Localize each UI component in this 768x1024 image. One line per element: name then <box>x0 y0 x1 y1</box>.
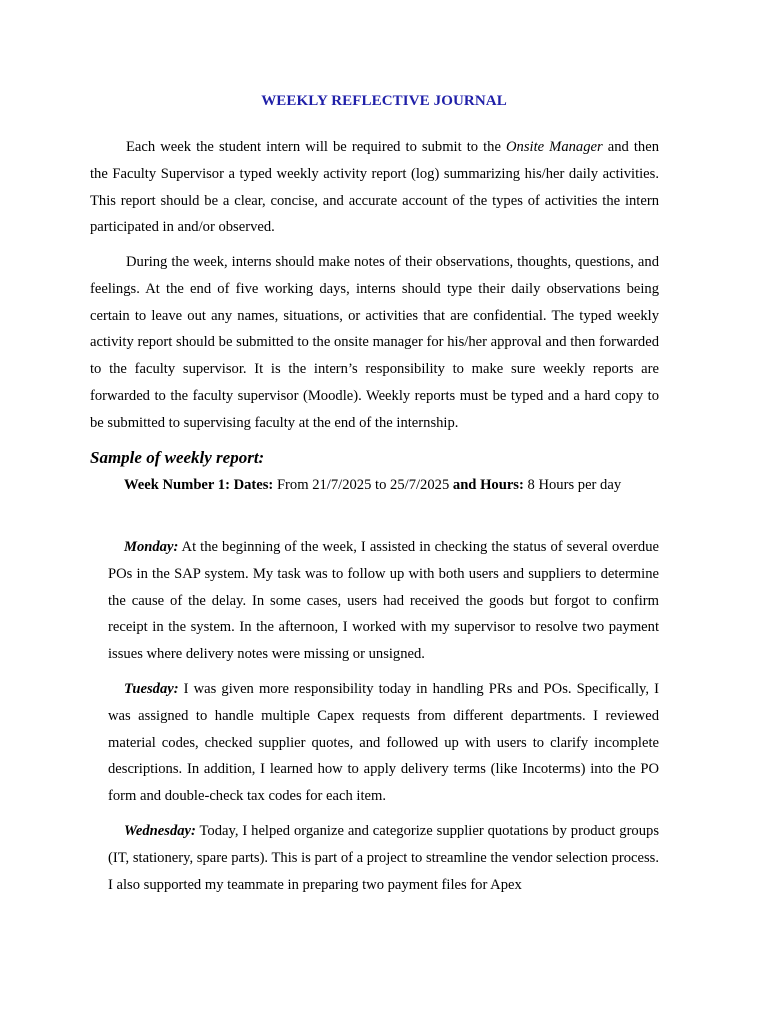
intro-paragraph-2-text: During the week, interns should make notes of their observations, thoughts, questions, and feelings. At the end of five working days, interns should type their daily observations being certain to leave out any names, situations, or activities that are confidential. The typed weekly activity report should be submitted to the onsite manager for his/her approval and then forwarded to the faculty supervisor. It is the intern’s responsibility to make sure weekly reports are forwarded to the faculty supervisor (Moodle). Weekly reports must be typed and a hard copy to be submitted to supervising faculty at the end of the internship. <box>90 254 659 431</box>
week-dates: From 21/7/2025 to 25/7/2025 <box>273 477 453 493</box>
day-label: Monday: <box>124 539 179 555</box>
day-entry-monday <box>108 534 659 668</box>
day-label: Tuesday: <box>124 681 179 697</box>
document-title: WEEKLY REFLECTIVE JOURNAL <box>261 93 507 109</box>
sample-report-heading: Sample of weekly report: <box>90 448 265 467</box>
intro-paragraph-2 <box>90 249 659 437</box>
intro-paragraph-1 <box>90 134 659 241</box>
week-info-line <box>124 477 621 494</box>
day-label: Wednesday: <box>124 823 196 839</box>
day-text: Today, I helped organize and categorize supplier quotations by product groups (IT, stationery, spare parts). This is part of a project to streamline the vendor selection process. I also supported my teammate in preparing two payment files for Apex <box>108 823 659 893</box>
day-text: At the beginning of the week, I assisted in checking the status of several overdue POs in the SAP system. My task was to follow up with both users and suppliers to determine the cause of the delay. In some cases, users had received the goods but forgot to confirm receipt in the system. In the afternoon, I worked with my supervisor to resolve two payment issues where delivery notes were missing or unsigned. <box>108 539 659 663</box>
hours-value: 8 Hours per day <box>523 477 622 493</box>
day-text: I was given more responsibility today in handling PRs and POs. Specifically, I was assigned to handle multiple Capex requests from different departments. I reviewed material codes, checked supplier quotes, and followed up with users to clarify incomplete descriptions. In addition, I learned how to apply delivery terms (like Incoterms) into the PO form and double-check tax codes for each item. <box>108 681 659 805</box>
day-entry-tuesday <box>108 676 659 810</box>
onsite-manager-emphasis: Onsite Manager <box>506 139 603 155</box>
intro-text-end: and then the Faculty Supervisor a typed weekly activity report (log) summarizing his/her daily activities. This report should be a clear, concise, and accurate account of the types of activities the intern participated in and/or observed. <box>90 139 659 236</box>
day-entry-wednesday <box>108 818 659 898</box>
week-number-label: Week Number 1: Dates: <box>124 477 274 493</box>
intro-text-start: Each week the student intern will be required to submit to the <box>126 139 507 155</box>
hours-label: and Hours: <box>452 477 524 493</box>
